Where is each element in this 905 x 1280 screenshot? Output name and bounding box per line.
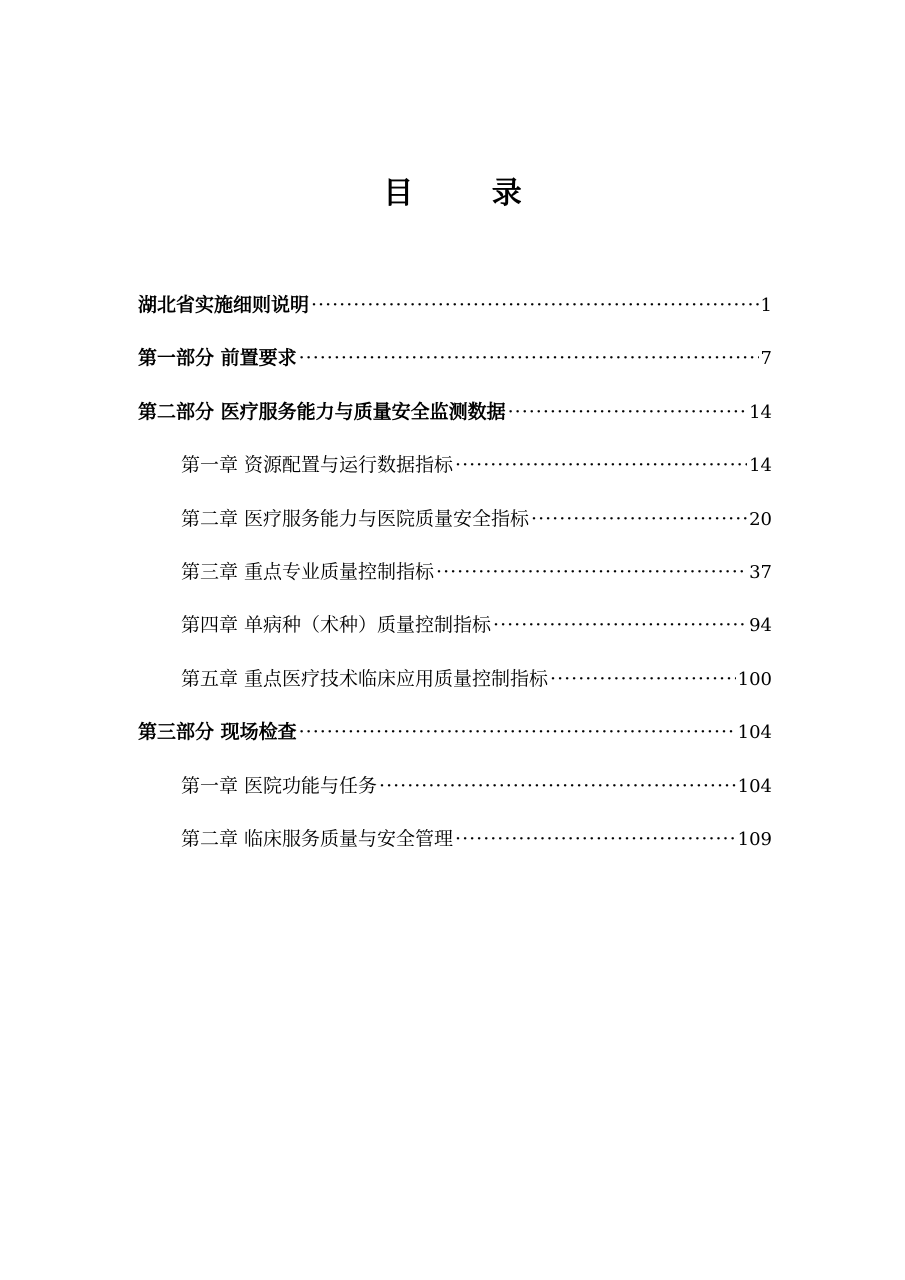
- toc-page-number: 1: [760, 295, 772, 316]
- toc-dot-leader: [436, 557, 747, 587]
- toc-dot-leader: [311, 290, 759, 320]
- toc-dot-leader: [508, 397, 747, 427]
- toc-entry[interactable]: [138, 824, 772, 877]
- toc-entry[interactable]: [138, 343, 772, 396]
- toc-dot-leader: [455, 450, 747, 480]
- page-title: 目 录: [383, 176, 556, 211]
- toc-entry[interactable]: [138, 290, 772, 343]
- toc-page-number: 104: [737, 722, 772, 744]
- toc-entry-label: 第一部分 前置要求: [138, 347, 297, 370]
- toc-dot-leader: [379, 771, 736, 801]
- toc-entry[interactable]: [138, 771, 772, 824]
- toc-entry[interactable]: [138, 450, 772, 503]
- toc-entry-label: 第一章 资源配置与运行数据指标: [181, 454, 454, 477]
- toc-entry-label: 第二部分 医疗服务能力与质量安全监测数据: [138, 400, 506, 423]
- toc-entry-label: 第五章 重点医疗技术临床应用质量控制指标: [181, 667, 549, 690]
- toc-page-number: 7: [760, 348, 772, 370]
- toc-entry[interactable]: [138, 664, 772, 717]
- toc-entry-label: 第二章 临床服务质量与安全管理: [181, 827, 454, 850]
- toc-page-number: 104: [737, 775, 772, 797]
- toc-page-number: 20: [749, 508, 772, 530]
- toc-page-number: 14: [749, 455, 772, 477]
- toc-entry[interactable]: [138, 717, 772, 770]
- toc-page-number: 100: [737, 668, 772, 690]
- toc-page-number: 37: [749, 561, 772, 583]
- toc-entry-label: 第三章 重点专业质量控制指标: [181, 560, 435, 583]
- toc-dot-leader: [550, 664, 736, 694]
- toc-page-number: 109: [737, 828, 772, 850]
- toc-dot-leader: [531, 504, 747, 534]
- toc-entry-label: 第四章 单病种（术种）质量控制指标: [181, 614, 492, 637]
- toc-dot-leader: [493, 610, 747, 640]
- toc-entry[interactable]: [138, 610, 772, 663]
- toc-dot-leader: [299, 717, 736, 747]
- table-of-contents: [138, 290, 772, 877]
- toc-entry-label: 第三部分 现场检查: [138, 721, 297, 744]
- toc-entry-label: 第二章 医疗服务能力与医院质量安全指标: [181, 507, 530, 530]
- toc-entry[interactable]: [138, 557, 772, 610]
- toc-entry-label: 湖北省实施细则说明: [138, 294, 310, 316]
- toc-page-number: 94: [749, 615, 772, 637]
- toc-dot-leader: [455, 824, 736, 854]
- toc-page-number: 14: [749, 401, 772, 423]
- toc-entry-label: 第一章 医院功能与任务: [181, 774, 378, 797]
- toc-dot-leader: [299, 343, 759, 373]
- toc-entry[interactable]: [138, 504, 772, 557]
- toc-entry[interactable]: [138, 397, 772, 450]
